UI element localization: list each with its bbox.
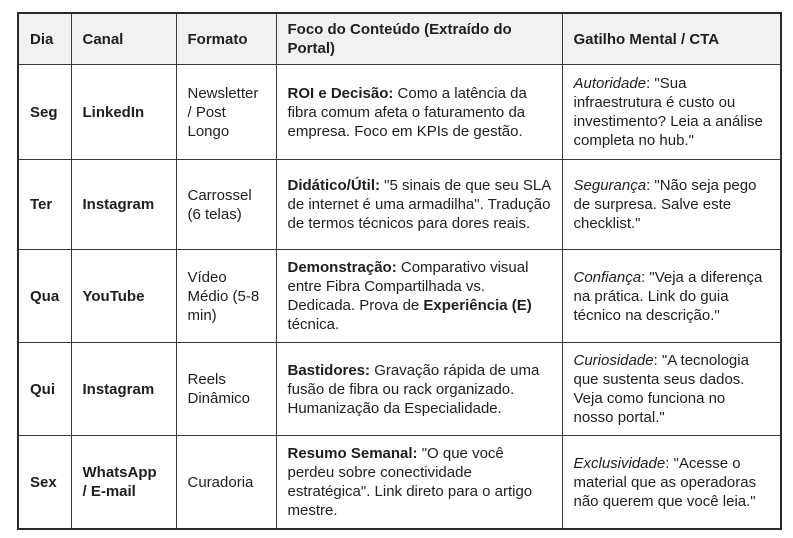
cell-canal: Instagram bbox=[71, 343, 176, 436]
column-header-gatilho: Gatilho Mental / CTA bbox=[562, 13, 781, 65]
cell-formato: Curadoria bbox=[176, 436, 276, 530]
cell-canal: WhatsApp / E-mail bbox=[71, 436, 176, 530]
cell-foco: ROI e Decisão: Como a latência da fibra comum afeta o faturamento da empresa. Foco em KPIs de gestão. bbox=[276, 65, 562, 160]
table-row-qui bbox=[18, 343, 781, 436]
cell-dia: Qui bbox=[18, 343, 71, 436]
column-header-dia: Dia bbox=[18, 13, 71, 65]
cell-gatilho: Segurança: "Não seja pego de surpresa. Salve este checklist." bbox=[562, 160, 781, 250]
content-calendar-table bbox=[17, 12, 782, 530]
column-header-formato: Formato bbox=[176, 13, 276, 65]
cell-gatilho: Confiança: "Veja a diferença na prática. Link do guia técnico na descrição." bbox=[562, 250, 781, 343]
cell-formato: Vídeo Médio (5-8 min) bbox=[176, 250, 276, 343]
cell-canal: YouTube bbox=[71, 250, 176, 343]
cell-foco: Demonstração: Comparativo visual entre Fibra Compartilhada vs. Dedicada. Prova de Experiência (E) técnica. bbox=[276, 250, 562, 343]
cell-gatilho: Exclusividade: "Acesse o material que as operadoras não querem que você leia." bbox=[562, 436, 781, 530]
table-row-sex bbox=[18, 436, 781, 530]
cell-formato: Newsletter / Post Longo bbox=[176, 65, 276, 160]
table-row-seg bbox=[18, 65, 781, 160]
column-header-foco: Foco do Conteúdo (Extraído do Portal) bbox=[276, 13, 562, 65]
cell-foco: Bastidores: Gravação rápida de uma fusão de fibra ou rack organizado. Humanização da Especialidade. bbox=[276, 343, 562, 436]
cell-canal: LinkedIn bbox=[71, 65, 176, 160]
cell-dia: Ter bbox=[18, 160, 71, 250]
cell-dia: Seg bbox=[18, 65, 71, 160]
header-row bbox=[18, 13, 781, 65]
cell-gatilho: Autoridade: "Sua infraestrutura é custo ou investimento? Leia a análise completa no hub." bbox=[562, 65, 781, 160]
table-row-ter bbox=[18, 160, 781, 250]
cell-formato: Carrossel (6 telas) bbox=[176, 160, 276, 250]
cell-foco: Didático/Útil: "5 sinais de que seu SLA de internet é uma armadilha". Tradução de termos técnicos para dores reais. bbox=[276, 160, 562, 250]
column-header-canal: Canal bbox=[71, 13, 176, 65]
cell-formato: Reels Dinâmico bbox=[176, 343, 276, 436]
cell-dia: Qua bbox=[18, 250, 71, 343]
cell-foco: Resumo Semanal: "O que você perdeu sobre conectividade estratégica". Link direto para o artigo mestre. bbox=[276, 436, 562, 530]
cell-gatilho: Curiosidade: "A tecnologia que sustenta seus dados. Veja como funciona no nosso portal." bbox=[562, 343, 781, 436]
table-row-qua bbox=[18, 250, 781, 343]
cell-dia: Sex bbox=[18, 436, 71, 530]
cell-canal: Instagram bbox=[71, 160, 176, 250]
